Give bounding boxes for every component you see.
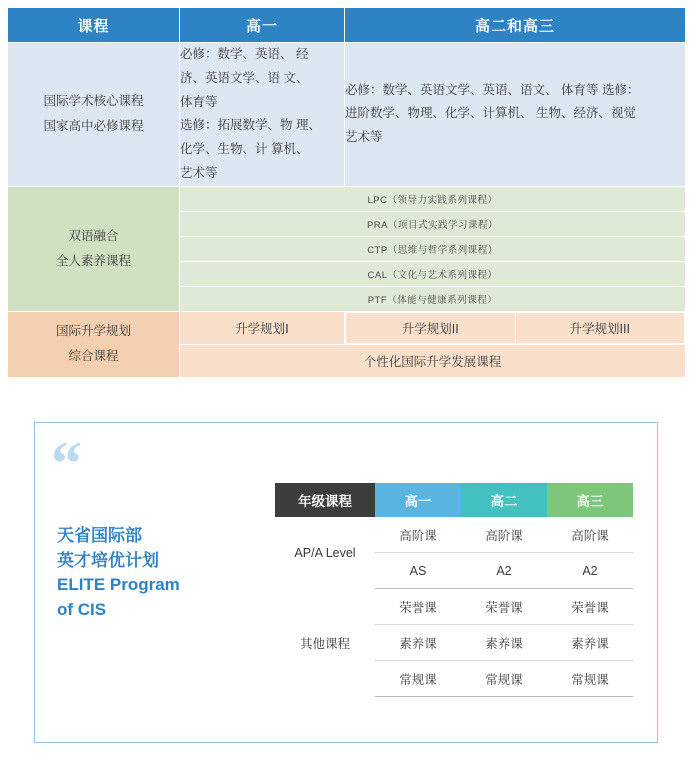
elite-cell-ap-g12-2: A2 [547, 553, 633, 589]
curriculum-table [7, 7, 686, 378]
card-title-line1: 天省国际部 [57, 526, 142, 545]
card-title-line3: ELITE Program [57, 575, 180, 595]
elite-col-header-g10: 高一 [375, 483, 461, 517]
bilingual-item-ctp: CTP（思维与哲学系列课程） [180, 236, 686, 261]
elite-cell-ap-g10-1: 高阶课 [375, 517, 461, 553]
cell-core-grade10-l6: 艺术等 [180, 165, 218, 180]
cell-core-grade10-l4: 选修：拓展数学、物 理、 [180, 118, 321, 133]
elite-program-card [34, 422, 658, 743]
card-title-line2: 英才培优计划 [57, 550, 159, 570]
elite-cell-other-g10-2: 素养课 [375, 625, 461, 661]
elite-col-header-g12: 高三 [547, 483, 633, 517]
table-row-planning-1 [8, 311, 686, 344]
planning-cell-3: 升学规划III [515, 312, 685, 343]
col-header-course: 课程 [8, 8, 180, 43]
cell-core-grade11-12-l1: 必修：数学、英语文学、英语、语文、 体育等 选修： [345, 82, 640, 97]
row-label-planning [8, 311, 180, 377]
row-label-bilingual [8, 186, 180, 311]
quote-icon: “ [51, 430, 78, 498]
elite-cell-other-g11-3: 常规课 [461, 661, 547, 697]
cell-core-grade11-12 [345, 43, 686, 187]
elite-course-table [275, 483, 633, 697]
elite-rowlabel-other: 其他课程 [299, 636, 350, 651]
elite-table-header-row [275, 483, 633, 517]
cell-core-grade10-l3: 体育等 [180, 94, 218, 109]
card-title-line4: of CIS [57, 599, 107, 619]
row-label-planning-line2: 综合课程 [68, 349, 119, 363]
elite-cell-other-g12-3: 常规课 [547, 661, 633, 697]
elite-cell-other-g11-1: 荣誉课 [461, 589, 547, 625]
table-row-bilingual-1 [8, 186, 686, 211]
col-header-grade11-12: 高二和高三 [345, 8, 686, 43]
bilingual-item-pra: PRA（项目式实践学习课程） [180, 211, 686, 236]
elite-row-other-1 [275, 589, 633, 625]
planning-full-width-cell: 个性化国际升学发展课程 [180, 344, 686, 377]
elite-cell-ap-g11-1: 高阶课 [461, 517, 547, 553]
planning-cell-1: 升学规划Ⅰ [180, 311, 345, 344]
elite-row-ap-1 [275, 517, 633, 553]
elite-cell-ap-g10-2: AS [375, 553, 461, 589]
table-row-core-curriculum [8, 43, 686, 187]
elite-cell-other-g12-1: 荣誉课 [547, 589, 633, 625]
cell-core-grade10-l2: 济、英语文学、语 文、 [180, 70, 309, 85]
cell-core-grade10-l5: 化学、生物、计 算机、 [180, 142, 309, 156]
cell-core-grade10-l1: 必修：数学、英语、 经 [180, 47, 309, 61]
cell-core-grade11-12-l2: 进阶数学、物理、化学、计算机、 生物、经济、视觉 [345, 106, 636, 121]
elite-col-header-g11: 高二 [461, 483, 547, 517]
elite-rowlabel-ap-alevel: AP/A Level [294, 545, 356, 560]
elite-cell-ap-g12-1: 高阶课 [547, 517, 633, 553]
row-label-core-line1: 国际学术核心课程 [43, 94, 144, 109]
row-label-bilingual-line2: 全人素养课程 [55, 253, 131, 268]
elite-col-header-grade-course: 年级课程 [275, 483, 375, 517]
card-title [57, 524, 287, 623]
cell-core-grade10 [180, 43, 345, 187]
elite-cell-other-g11-2: 素养课 [461, 625, 547, 661]
bilingual-item-ptf: PTF（体能与健康系列课程） [180, 286, 686, 311]
elite-cell-ap-g11-2: A2 [461, 553, 547, 589]
table-header-row [8, 8, 686, 43]
cell-core-grade11-12-l3: 艺术等 [345, 130, 383, 145]
row-label-core-line2: 国家高中必修课程 [43, 119, 144, 134]
bilingual-item-cal: CAL（文化与艺术系列课程） [180, 261, 686, 286]
planning-cell-2: 升学规划II [346, 312, 516, 343]
elite-cell-other-g10-1: 荣誉课 [375, 589, 461, 625]
elite-cell-other-g12-2: 素养课 [547, 625, 633, 661]
row-label-planning-line1: 国际升学规划 [55, 324, 131, 338]
row-label-core [8, 43, 180, 187]
bilingual-item-lpc: LPC（领导力实践系列课程） [180, 186, 686, 211]
col-header-grade10: 高一 [180, 8, 345, 43]
planning-cell-group [345, 311, 686, 344]
row-label-bilingual-line1: 双语融合 [68, 228, 119, 243]
elite-cell-other-g10-3: 常规课 [375, 661, 461, 697]
